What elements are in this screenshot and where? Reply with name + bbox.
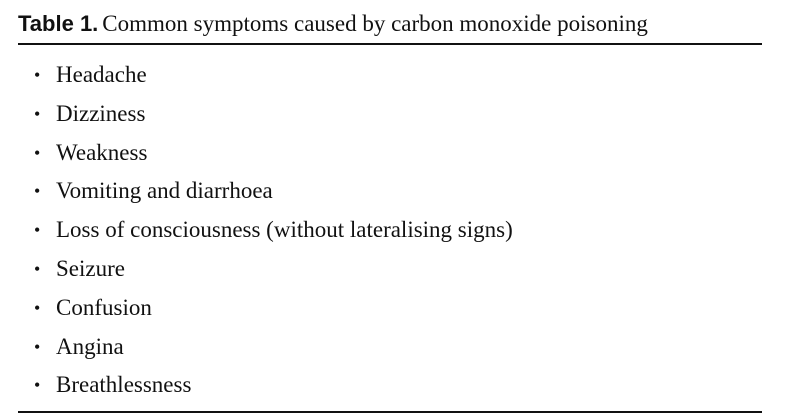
table-bottom-rule bbox=[18, 411, 762, 413]
list-item bbox=[18, 211, 762, 250]
list-item-text: Loss of consciousness (without lateralising signs) bbox=[56, 217, 513, 243]
bullet-icon: • bbox=[34, 142, 41, 163]
table-figure bbox=[18, 6, 762, 413]
list-item bbox=[18, 250, 762, 289]
caption-text: Common symptoms caused by carbon monoxide poisoning bbox=[102, 11, 648, 36]
list-item-text: Confusion bbox=[56, 294, 152, 320]
list-item bbox=[18, 95, 762, 134]
bullet-icon: • bbox=[34, 336, 41, 357]
bullet-icon: • bbox=[34, 65, 41, 85]
list-item bbox=[18, 289, 762, 328]
bullet-icon: • bbox=[34, 258, 41, 279]
list-item-text: Angina bbox=[56, 333, 124, 359]
list-item bbox=[18, 328, 762, 367]
list-item-text: Dizziness bbox=[56, 100, 146, 126]
list-item bbox=[18, 134, 762, 173]
bullet-icon: • bbox=[34, 103, 41, 124]
list-item-text: Breathlessness bbox=[56, 372, 192, 398]
list-item-text: Weakness bbox=[56, 139, 148, 165]
bullet-icon: • bbox=[34, 181, 41, 202]
bullet-icon: • bbox=[34, 220, 41, 241]
list-item-text: Vomiting and diarrhoea bbox=[56, 178, 273, 204]
list-item-text: Headache bbox=[56, 62, 147, 87]
table-caption bbox=[18, 6, 762, 42]
list-item bbox=[18, 172, 762, 211]
symptom-list bbox=[18, 45, 762, 411]
list-item-text: Seizure bbox=[56, 255, 125, 281]
caption-label: Table 1. bbox=[18, 11, 99, 36]
list-item bbox=[18, 366, 762, 405]
bullet-icon: • bbox=[34, 297, 41, 318]
list-item bbox=[18, 56, 762, 95]
bullet-icon: • bbox=[34, 375, 41, 396]
